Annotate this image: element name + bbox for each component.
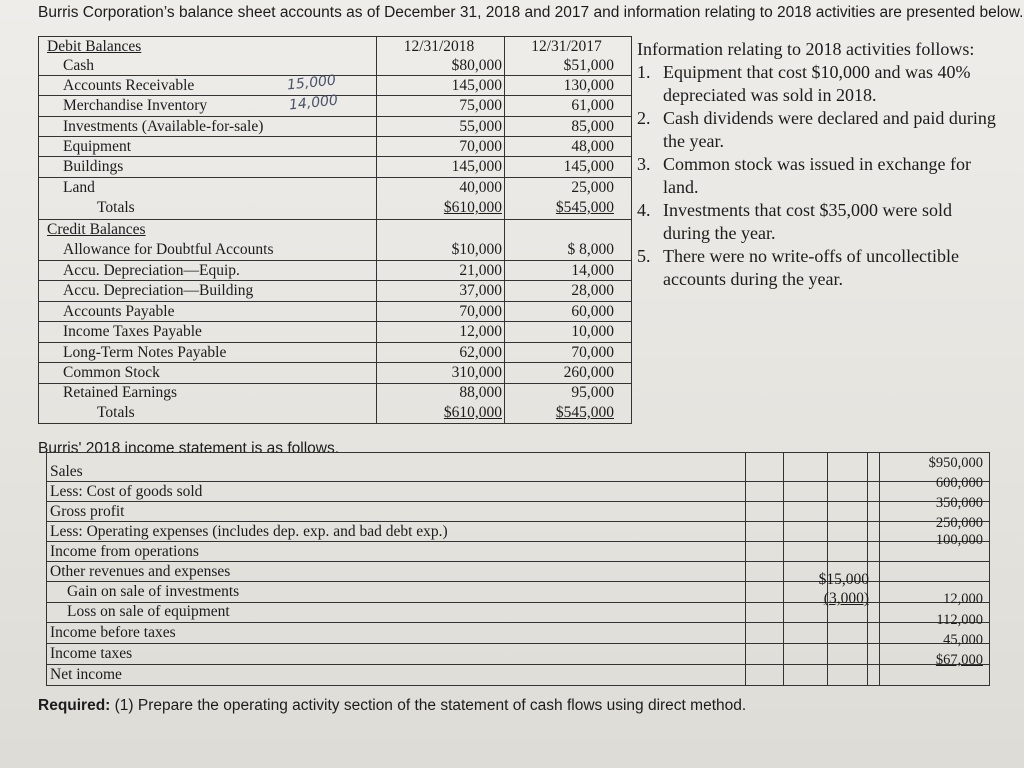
account-label: Income Taxes Payable [63, 323, 202, 340]
value-2018: 40,000 [459, 179, 502, 196]
totals-label: Totals [97, 404, 135, 421]
debit-heading: Debit Balances [47, 38, 142, 55]
item-text: Investments that cost $35,000 were sold during the year. [663, 200, 952, 243]
income-statement-caption: Burris' 2018 income statement is as follows. [38, 440, 340, 457]
line-value: 12,000 [943, 591, 983, 607]
line-value: 600,000 [935, 475, 983, 491]
info-item [637, 61, 997, 107]
bs-credit-total-row [39, 403, 631, 424]
total-2018: $610,000 [443, 404, 502, 421]
info-item [637, 153, 997, 199]
line-value: 350,000 [935, 495, 983, 511]
value-2017: 70,000 [571, 344, 614, 361]
value-2018: 21,000 [459, 262, 502, 279]
item-number: 1. [637, 62, 651, 82]
credit-heading-row [39, 220, 631, 241]
value-2018: 88,000 [459, 384, 502, 401]
info-item [637, 107, 997, 153]
line-value: $950,000 [928, 455, 983, 471]
line-value: 45,000 [943, 632, 983, 648]
bs-row [39, 383, 631, 404]
value-2017: 61,000 [571, 97, 614, 114]
intro-text: Burris Corporation’s balance sheet accounts as of December 31, 2018 and 2017 and information relating to 2018 activities are presented below. [38, 4, 1024, 21]
account-label: Merchandise Inventory [63, 97, 208, 114]
value-2018: 37,000 [459, 282, 502, 299]
bs-debit-total-row [39, 198, 631, 219]
info-item [637, 245, 997, 291]
bs-row [39, 322, 631, 343]
account-label: Retained Earnings [63, 384, 178, 401]
bs-row [39, 302, 631, 323]
bs-row [39, 343, 631, 364]
income-statement-table [46, 452, 990, 686]
item-text: Equipment that cost $10,000 and was 40% depreciated was sold in 2018. [663, 62, 971, 105]
line-label: Income taxes [50, 645, 133, 662]
account-label: Investments (Available-for-sale) [63, 118, 264, 135]
value-2017: 25,000 [571, 179, 614, 196]
is-row [47, 495, 989, 522]
line-label: Other revenues and expenses [50, 563, 231, 580]
required-label: Required: [38, 697, 111, 714]
account-label: Long-Term Notes Payable [63, 344, 227, 361]
value-2017: 60,000 [571, 303, 614, 320]
net-income-value: $67,000 [935, 652, 983, 668]
value-2018: 75,000 [459, 97, 502, 114]
line-mid-value: $15,000 [818, 571, 869, 588]
balance-sheet-table [38, 36, 632, 424]
value-2017: 10,000 [571, 323, 614, 340]
line-label: Gross profit [50, 503, 125, 520]
value-2017: 145,000 [563, 158, 614, 175]
value-2018: 145,000 [451, 77, 502, 94]
value-2017: 95,000 [571, 384, 614, 401]
item-number: 3. [637, 154, 651, 174]
value-2018: 70,000 [459, 138, 502, 155]
total-2017: $545,000 [555, 199, 614, 216]
bs-row [39, 281, 631, 302]
account-label: Equipment [63, 138, 132, 155]
required-text: (1) Prepare the operating activity section of the statement of cash flows using direct method. [110, 697, 747, 714]
handwritten-note: 14,000 [288, 92, 339, 114]
value-2017: $ 8,000 [567, 241, 614, 258]
value-2018: 145,000 [451, 158, 502, 175]
line-mid-value: (3,000) [823, 590, 869, 607]
value-2018: 62,000 [459, 344, 502, 361]
account-label: Accounts Payable [63, 303, 175, 320]
info-item [637, 199, 997, 245]
account-label: Allowance for Doubtful Accounts [63, 241, 274, 258]
is-row [47, 515, 989, 542]
is-row [47, 532, 989, 562]
line-label: Income from operations [50, 543, 199, 560]
bs-header-row [39, 37, 631, 58]
item-text: Cash dividends were declared and paid during the year. [663, 108, 996, 151]
line-label: Less: Cost of goods sold [50, 483, 203, 500]
line-value: 250,000 [935, 515, 983, 531]
is-row [47, 612, 989, 643]
value-2018: $10,000 [451, 241, 502, 258]
value-2018: 310,000 [451, 364, 502, 381]
is-row [47, 475, 989, 502]
line-label: Gain on sale of investments [67, 583, 240, 600]
line-label: Net income [50, 666, 122, 683]
item-number: 2. [637, 108, 651, 128]
item-number: 4. [637, 200, 651, 220]
value-2017: 28,000 [571, 282, 614, 299]
line-value: 112,000 [936, 612, 983, 628]
item-text: There were no write-offs of uncollectible accounts during the year. [663, 246, 960, 289]
account-label: Accu. Depreciation—Equip. [63, 262, 240, 279]
account-label: Land [63, 179, 95, 196]
bs-row [39, 363, 631, 384]
bs-row [39, 137, 631, 158]
value-2018: 55,000 [459, 118, 502, 135]
value-2017: 260,000 [563, 364, 614, 381]
activity-info [637, 38, 997, 291]
bs-row [39, 261, 631, 282]
line-label: Loss on sale of equipment [67, 603, 230, 620]
account-label: Cash [63, 57, 94, 74]
item-text: Common stock was issued in exchange for land. [663, 154, 971, 197]
line-label: Income before taxes [50, 624, 176, 641]
item-number: 5. [637, 246, 651, 266]
account-label: Buildings [63, 158, 124, 175]
value-2018: $80,000 [451, 57, 502, 74]
value-2017: 14,000 [571, 262, 614, 279]
required-instruction [38, 697, 746, 715]
value-2017: 85,000 [571, 118, 614, 135]
bs-row [39, 157, 631, 178]
credit-heading: Credit Balances [47, 221, 146, 238]
line-value: 100,000 [935, 532, 983, 548]
value-2017: 130,000 [563, 77, 614, 94]
totals-label: Totals [97, 199, 135, 216]
col-2018-header: 12/31/2018 [403, 38, 475, 55]
account-label: Accu. Depreciation—Building [63, 282, 254, 299]
value-2017: 48,000 [571, 138, 614, 155]
bs-row [39, 117, 631, 138]
account-label: Common Stock [63, 364, 160, 381]
value-2018: 70,000 [459, 303, 502, 320]
col-2017-header: 12/31/2017 [531, 38, 602, 55]
account-label: Accounts Receivable [63, 77, 195, 94]
total-2017: $545,000 [555, 404, 614, 421]
info-title: Information relating to 2018 activities follows: [637, 39, 975, 59]
is-row [47, 455, 989, 482]
line-label: Less: Operating expenses (includes dep. exp. and bad debt exp.) [50, 523, 448, 540]
handwritten-note: 15,000 [286, 72, 337, 94]
line-label: Sales [50, 463, 83, 480]
bs-row [39, 178, 631, 199]
value-2017: $51,000 [563, 57, 614, 74]
bs-row [39, 240, 631, 261]
total-2018: $610,000 [443, 199, 502, 216]
value-2018: 12,000 [459, 323, 502, 340]
